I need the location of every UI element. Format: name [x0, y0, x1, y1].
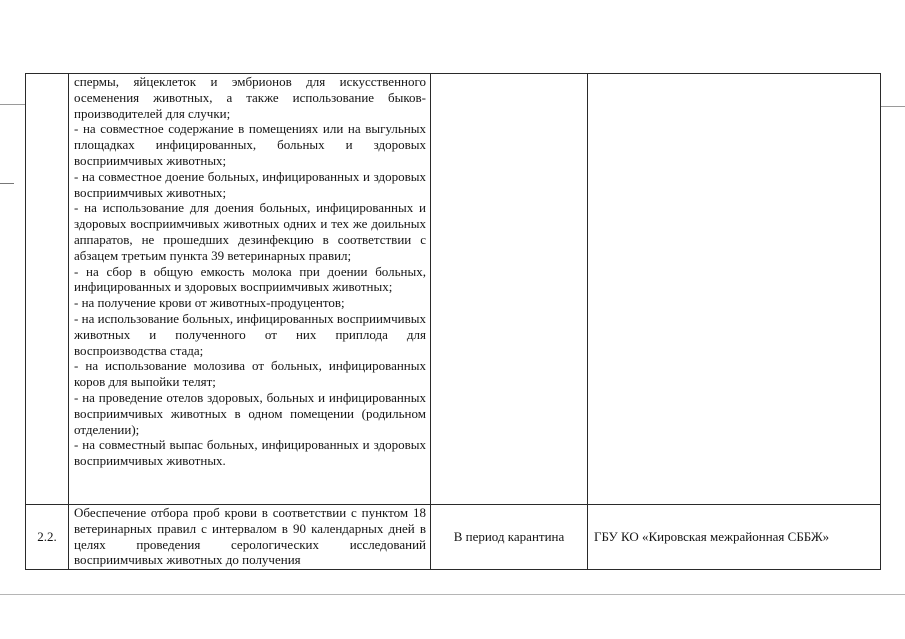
measure-line: - на совместное содержание в помещениях или на выгульных площадках инфицированных, больных и здоровых восприимчивых животных; — [74, 121, 426, 168]
measure-line: - на совместный выпас больных, инфицированных и здоровых восприимчивых животных. — [74, 437, 426, 469]
deadline-cell: В период карантина — [431, 505, 588, 570]
scan-edge-line — [0, 183, 14, 184]
deadline-cell — [431, 74, 588, 505]
responsible-cell — [588, 74, 881, 505]
measure-line: - на совместное доение больных, инфицированных и здоровых восприимчивых животных; — [74, 168, 426, 200]
item-number-cell: 2.2. — [26, 505, 69, 570]
measure-line: Обеспечение отбора проб крови в соответствии с пунктом 18 ветеринарных правил с интервалом в 90 календарных дней в целях проведения серологических исследований восприимчивых животных до получения — [74, 505, 426, 568]
measure-line: - на использование молозива от больных, инфицированных коров для выпойки телят; — [74, 358, 426, 390]
scan-edge-line — [880, 106, 905, 107]
table-row — [26, 505, 881, 570]
item-number-cell — [26, 74, 69, 505]
measure-line: спермы, яйцеклеток и эмбрионов для искусственного осеменения животных, а также использование быков-производителей для случки; — [74, 74, 426, 121]
scan-edge-line — [0, 104, 26, 105]
measure-line: - на использование для доения больных, инфицированных и здоровых восприимчивых животных одних и тех же доильных аппаратов, не прошедших дезинфекцию в соответствии с абзацем третьим пункта 39 ветеринарных правил; — [74, 200, 426, 263]
responsible-cell: ГБУ КО «Кировская межрайонная СББЖ» — [588, 505, 881, 570]
measures-table — [25, 73, 881, 570]
scan-edge-line — [0, 594, 905, 595]
measure-line: - на сбор в общую емкость молока при доении больных, инфицированных и здоровых восприимчивых животных; — [74, 263, 426, 295]
measure-line: - на использование больных, инфицированных восприимчивых животных и полученного от них приплода для воспроизводства стада; — [74, 310, 426, 358]
measure-text-cell — [69, 505, 431, 570]
table-row — [26, 74, 881, 505]
measure-line: - на проведение отелов здоровых, больных и инфицированных восприимчивых животных в одном помещении (родильном отделении); — [74, 389, 426, 437]
measure-line: - на получение крови от животных-продуцентов; — [74, 295, 345, 311]
measure-text-cell — [69, 74, 431, 505]
